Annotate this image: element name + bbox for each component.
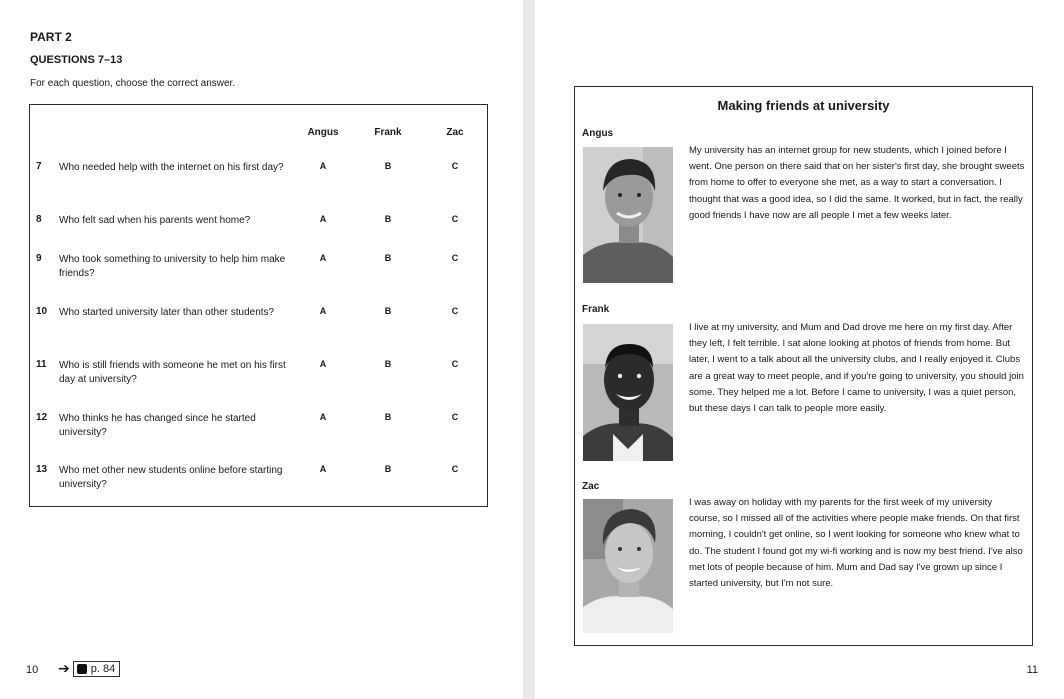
option-a[interactable]: A — [319, 306, 327, 316]
question-number: 9 — [36, 253, 42, 264]
question-row-7 — [0, 161, 460, 201]
option-c[interactable]: C — [451, 253, 459, 263]
question-number: 13 — [36, 464, 48, 475]
option-a[interactable]: A — [319, 253, 327, 263]
option-b[interactable]: B — [384, 253, 392, 263]
right-page — [535, 0, 1064, 699]
question-row-12 — [0, 412, 460, 452]
question-text: Who took something to university to help him make friends? — [59, 254, 286, 279]
question-text: Who is still friends with someone he met on his first day at university? — [59, 360, 286, 385]
option-c[interactable]: C — [451, 412, 459, 422]
portrait-zac — [583, 499, 673, 633]
option-c[interactable]: C — [451, 359, 459, 369]
option-b[interactable]: B — [384, 464, 392, 474]
question-text: Who needed help with the internet on his first day? — [59, 162, 284, 173]
option-a[interactable]: A — [319, 412, 327, 422]
option-c[interactable]: C — [451, 214, 459, 224]
person-name-angus: Angus — [582, 128, 614, 139]
option-b[interactable]: B — [384, 412, 392, 422]
question-number: 7 — [36, 161, 42, 172]
option-c[interactable]: C — [451, 464, 459, 474]
option-c[interactable]: C — [451, 306, 459, 316]
option-a[interactable]: A — [319, 359, 327, 369]
option-b[interactable]: B — [384, 359, 392, 369]
question-text: Who felt sad when his parents went home? — [59, 215, 251, 226]
story-zac: I was away on holiday with my parents for the first week of my university course, so I missed all of the activities where people make friends. On that first morning, I couldn't get online, so I went looking for someone who knew what to do. The student I found got my wi-fi working and is now my best friend. I've also met lots of people because of him. Mum and Dad say I've grown up since I started university, but I'm not sure. — [689, 497, 1023, 590]
question-row-11 — [0, 359, 460, 399]
reference-box — [73, 661, 120, 677]
question-row-13 — [0, 464, 460, 504]
question-text: Who thinks he has changed since he started university? — [59, 413, 256, 438]
column-header-zac: Zac — [446, 127, 464, 138]
option-a[interactable]: A — [319, 464, 327, 474]
option-c[interactable]: C — [451, 161, 459, 171]
questions-heading: QUESTIONS 7–13 — [30, 54, 123, 66]
story-angus: My university has an internet group for new students, which I joined before I went. One person on there said that on her sister's first day, she brought sweets from home to offer to everyone she met, as a way to start a conversation. I thought that was a good idea, so I did the same. It worked, but in fact, the really good friends I have now are all people I met a few weeks later. — [689, 145, 1025, 221]
option-b[interactable]: B — [384, 306, 392, 316]
portrait-angus — [583, 147, 673, 283]
photo-frank — [583, 324, 673, 461]
page-number: 10 — [26, 664, 39, 676]
option-a[interactable]: A — [319, 161, 327, 171]
question-row-10 — [0, 306, 460, 346]
column-header-frank: Frank — [374, 127, 402, 138]
option-a[interactable]: A — [319, 214, 327, 224]
photo-angus — [583, 147, 673, 283]
column-header-angus: Angus — [307, 127, 339, 138]
question-number: 12 — [36, 412, 48, 423]
book-icon — [77, 664, 87, 674]
reading-title: Making friends at university — [717, 98, 890, 113]
question-number: 8 — [36, 214, 42, 225]
question-number: 10 — [36, 306, 48, 317]
instruction-text: For each question, choose the correct answer. — [30, 78, 236, 89]
story-frank: I live at my university, and Mum and Dad drove me here on my first day. After they left, I felt terrible. I sat alone looking at photos of friends from home. But later, I went to a talk about all the university clubs, and I really enjoyed it. Clubs are a great way to meet people, and if you're going to university, you should join some. They helped me a lot. Before I came to university, I was a quiet person, but these days I can talk to people more easily. — [689, 322, 1024, 415]
question-row-8 — [0, 214, 460, 254]
photo-zac — [583, 499, 673, 633]
portrait-frank — [583, 324, 673, 461]
arrow-right-icon: ➔ — [58, 660, 70, 676]
person-name-zac: Zac — [582, 481, 600, 492]
left-page — [0, 0, 523, 699]
question-number: 11 — [36, 359, 47, 370]
part-label: PART 2 — [30, 30, 72, 44]
person-name-frank: Frank — [582, 304, 610, 315]
question-row-9 — [0, 253, 460, 293]
question-text: Who met other new students online before starting university? — [59, 465, 283, 490]
option-b[interactable]: B — [384, 214, 392, 224]
reference-text: p. 84 — [90, 662, 116, 675]
reference-link[interactable] — [58, 660, 120, 677]
option-b[interactable]: B — [384, 161, 392, 171]
question-text: Who started university later than other students? — [59, 307, 275, 318]
page-number: 11 — [1026, 664, 1038, 676]
